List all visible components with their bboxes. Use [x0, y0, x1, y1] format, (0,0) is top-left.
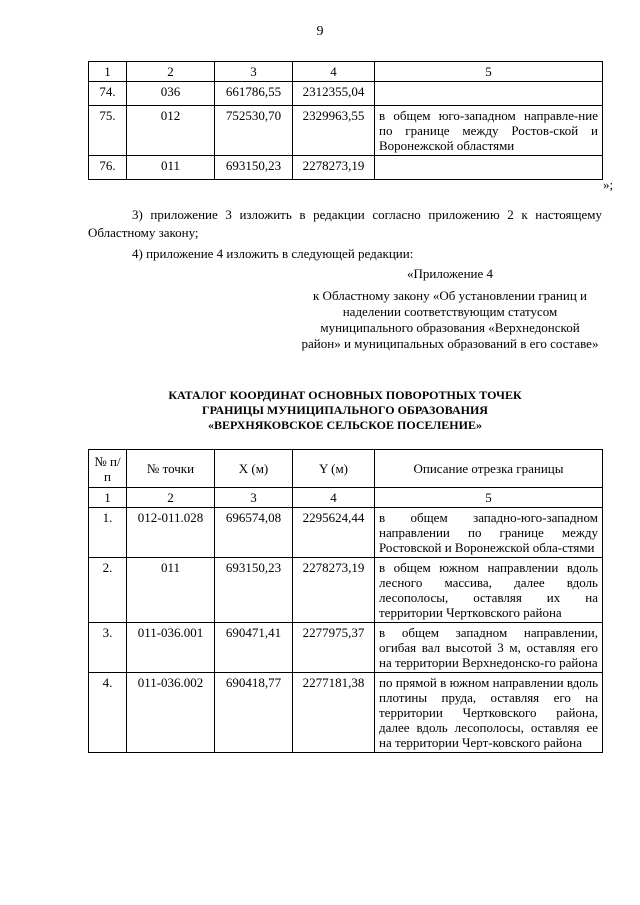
y-coordinate: 2277975,37 [293, 623, 375, 673]
x-coordinate: 752530,70 [215, 106, 293, 156]
appendix-title: «Приложение 4 [406, 266, 494, 281]
point-id: 011-036.002 [127, 673, 215, 753]
row-number: 75. [89, 106, 127, 156]
appendix-law-reference: к Областному закону «Об установлении границ и наделении соответствующим статусом муниципального образования «Верхнедонской район» и муниципальных образований в его составе» [301, 288, 599, 351]
index-cell: 1 [89, 488, 127, 508]
index-cell: 3 [215, 488, 293, 508]
table-row [89, 623, 603, 673]
catalog-title [88, 388, 602, 433]
point-id: 011-036.001 [127, 623, 215, 673]
row-number: 74. [89, 82, 127, 106]
header-cell: 3 [215, 62, 293, 82]
y-coordinate: 2277181,38 [293, 673, 375, 753]
y-coordinate: 2278273,19 [293, 156, 375, 180]
row-number: 2. [89, 558, 127, 623]
header-cell: 2 [127, 62, 215, 82]
header-cell: 4 [293, 62, 375, 82]
header-cell: 5 [375, 62, 603, 82]
point-id: 036 [127, 82, 215, 106]
segment-description [375, 82, 603, 106]
x-coordinate: 693150,23 [215, 156, 293, 180]
x-coordinate: 693150,23 [215, 558, 293, 623]
y-coordinate: 2312355,04 [293, 82, 375, 106]
table-row [89, 558, 603, 623]
table-row [89, 508, 603, 558]
table-row [89, 156, 603, 180]
row-number: 3. [89, 623, 127, 673]
table-row [89, 106, 603, 156]
index-cell: 4 [293, 488, 375, 508]
header-point: № точки [127, 450, 215, 488]
table-header-row [89, 62, 603, 82]
x-coordinate: 696574,08 [215, 508, 293, 558]
header-num: № п/п [89, 450, 127, 488]
index-cell: 5 [375, 488, 603, 508]
segment-description [375, 156, 603, 180]
y-coordinate: 2295624,44 [293, 508, 375, 558]
point-id: 011 [127, 558, 215, 623]
catalog-title-line: «ВЕРХНЯКОВСКОЕ СЕЛЬСКОЕ ПОСЕЛЕНИЕ» [208, 418, 482, 432]
x-coordinate: 661786,55 [215, 82, 293, 106]
x-coordinate: 690471,41 [215, 623, 293, 673]
paragraph-item-4: 4) приложение 4 изложить в следующей редакции: [132, 246, 414, 261]
catalog-title-line: ГРАНИЦЫ МУНИЦИПАЛЬНОГО ОБРАЗОВАНИЯ [202, 403, 488, 417]
row-number: 76. [89, 156, 127, 180]
x-coordinate: 690418,77 [215, 673, 293, 753]
page-number: 9 [316, 24, 324, 39]
header-x: X (м) [215, 450, 293, 488]
point-id: 012-011.028 [127, 508, 215, 558]
point-id: 012 [127, 106, 215, 156]
paragraph-item-3: 3) приложение 3 изложить в редакции согласно приложению 2 к настоящему Областному закону; [88, 207, 602, 240]
row-number: 1. [89, 508, 127, 558]
header-description: Описание отрезка границы [375, 450, 603, 488]
point-id: 011 [127, 156, 215, 180]
table-header-row [89, 450, 603, 488]
segment-description: в общем западном направлении, огибая вал высотой 3 м, оставляя его на территории Верхнедонско-го района [375, 623, 603, 673]
table-row [89, 82, 603, 106]
header-y: Y (м) [293, 450, 375, 488]
y-coordinate: 2278273,19 [293, 558, 375, 623]
row-number: 4. [89, 673, 127, 753]
index-cell: 2 [127, 488, 215, 508]
top-coordinates-table [88, 61, 603, 180]
catalog-title-line: КАТАЛОГ КООРДИНАТ ОСНОВНЫХ ПОВОРОТНЫХ ТОЧЕК [168, 388, 522, 402]
segment-description: в общем южном направлении вдоль лесного массива, далее вдоль лесополосы, оставляя их на территории Чертковского района [375, 558, 603, 623]
closing-quote: »; [603, 177, 614, 192]
y-coordinate: 2329963,55 [293, 106, 375, 156]
segment-description: в общем юго-западном направле-ние по границе между Ростов-ской и Воронежской областями [375, 106, 603, 156]
table-row [89, 673, 603, 753]
segment-description: по прямой в южном направлении вдоль плотины пруда, оставляя его на территории Чертковского района, далее вдоль лесополосы, оставляя ее на территории Черт-ковского района [375, 673, 603, 753]
appendix-heading [300, 266, 600, 352]
segment-description: в общем западно-юго-западном направлении по границе между Ростовской и Воронежской обла-стями [375, 508, 603, 558]
table-index-row [89, 488, 603, 508]
header-cell: 1 [89, 62, 127, 82]
catalog-coordinates-table [88, 449, 603, 753]
